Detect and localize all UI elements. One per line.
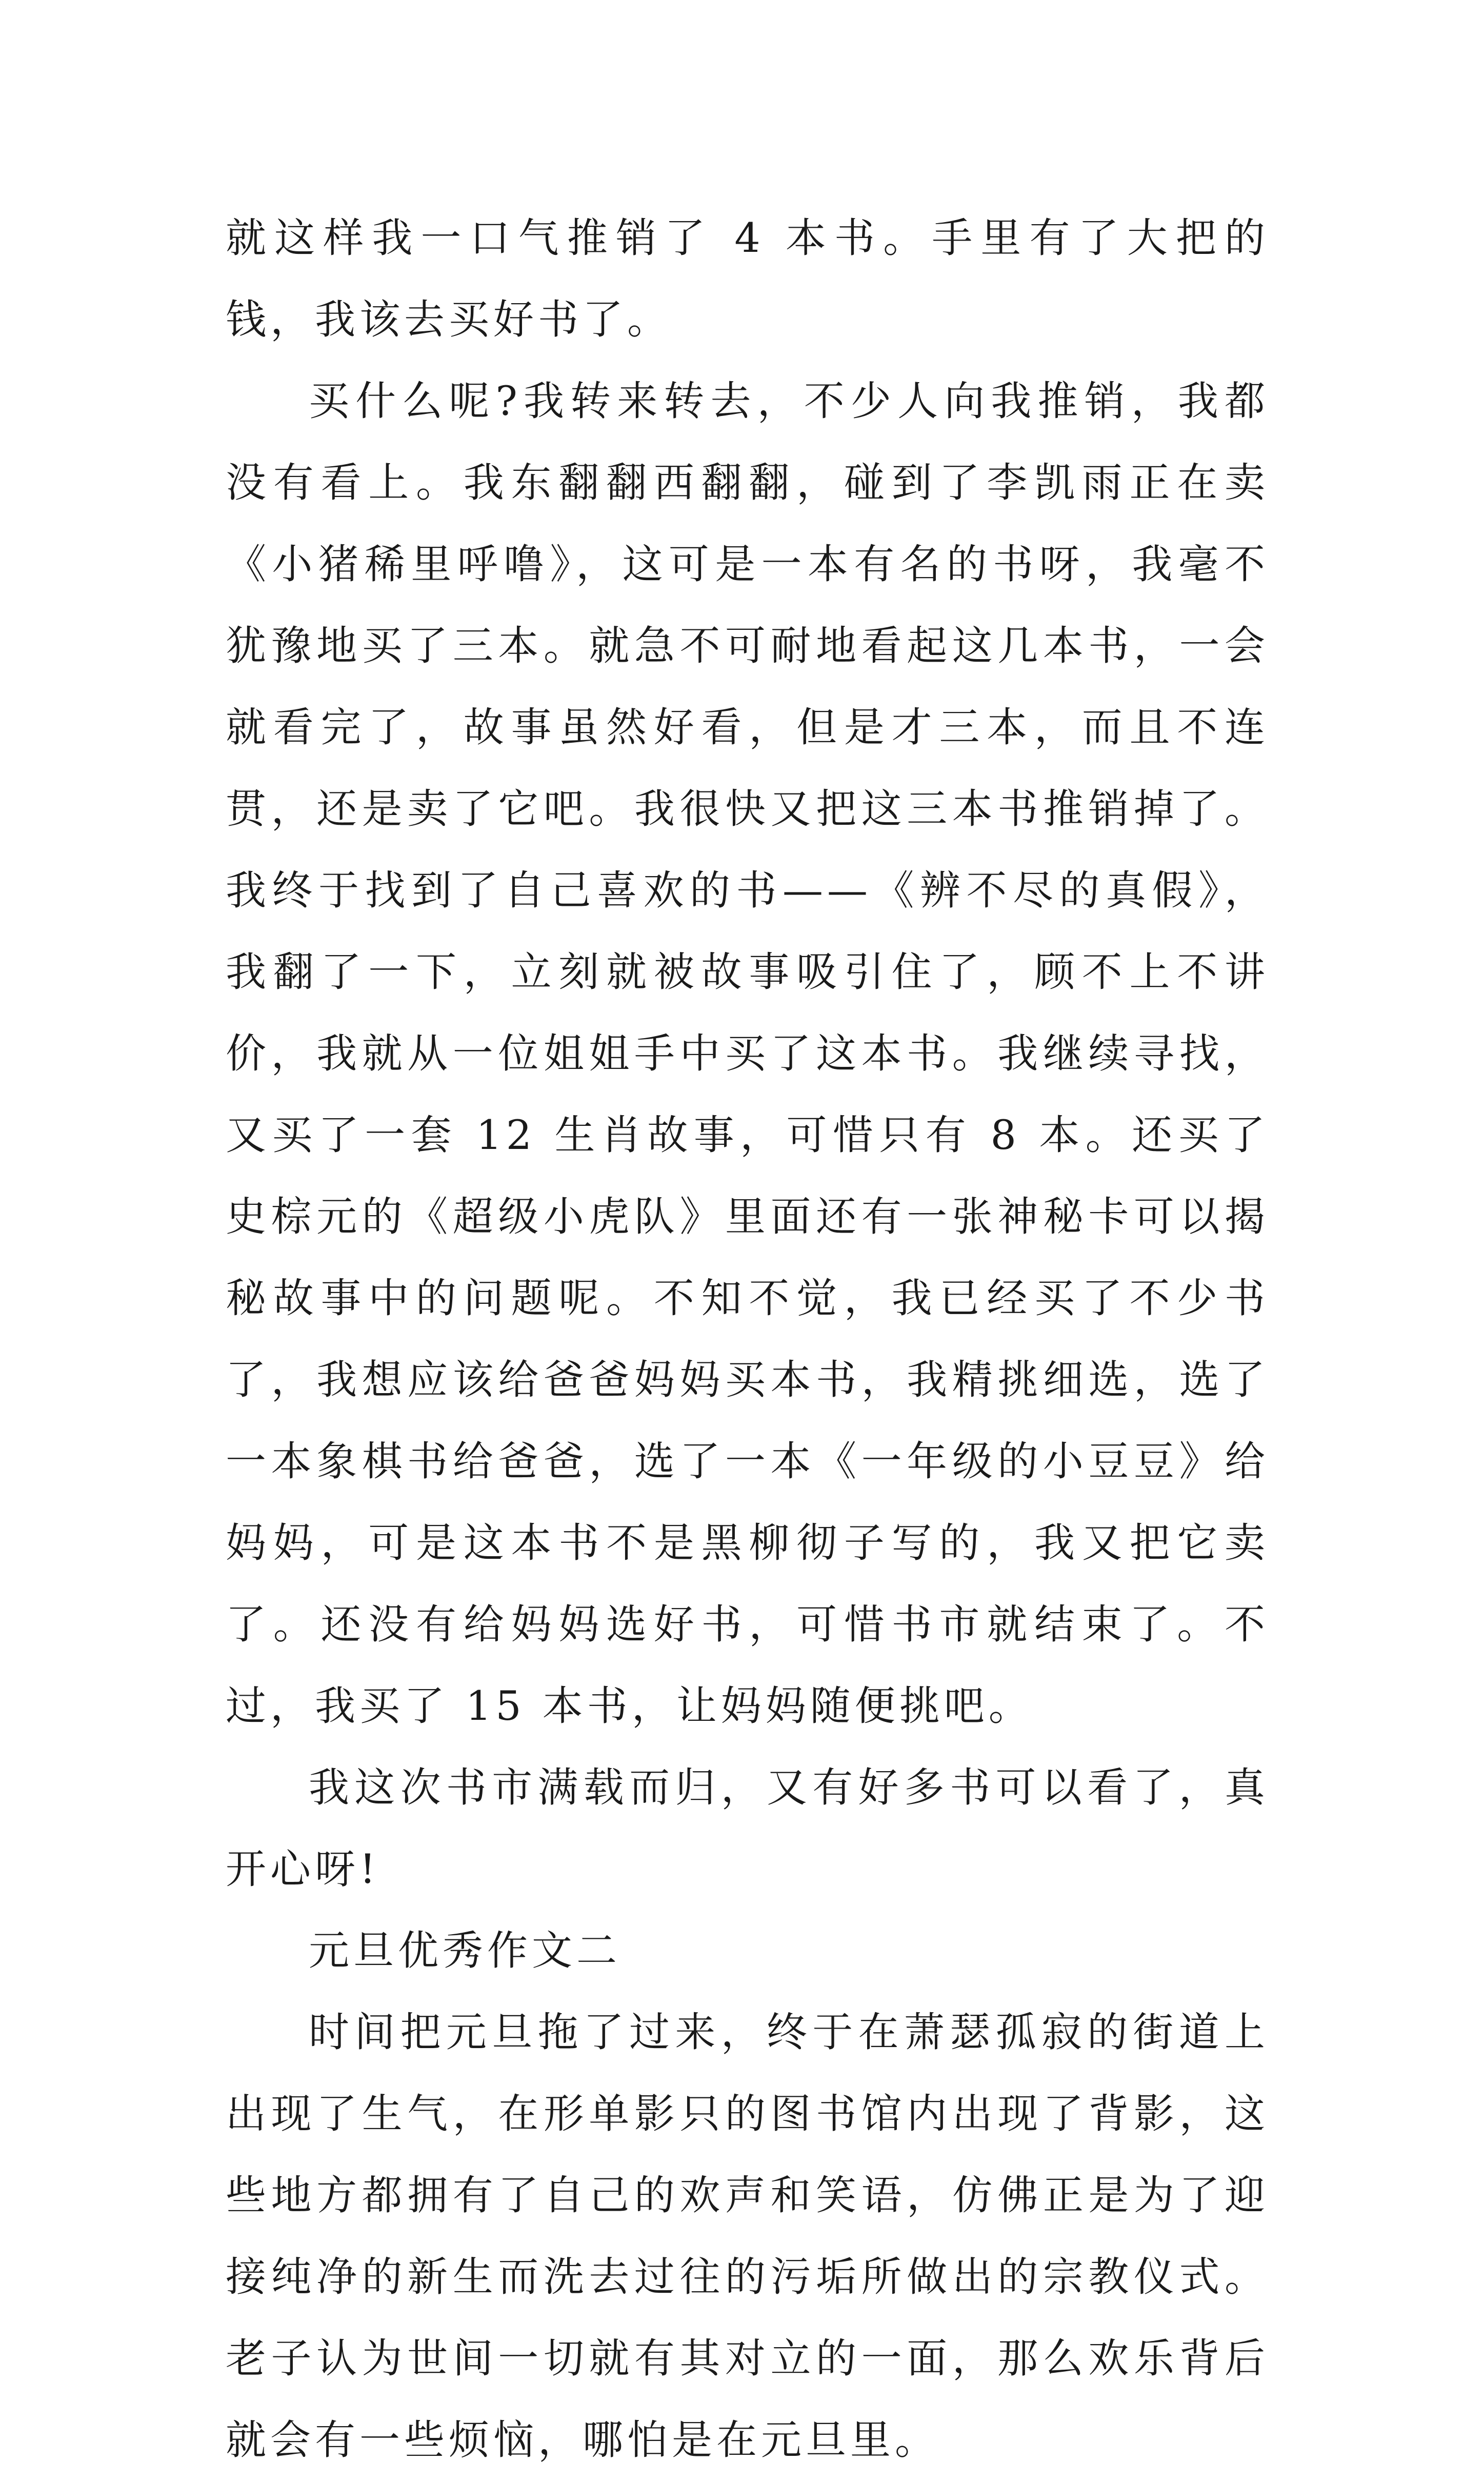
paragraph: 就这样我一口气推销了 4 本书。手里有了大把的钱，我该去买好书了。 [226,214,1269,343]
paragraph: 时间把元旦拖了过来，终于在萧瑟孤寂的街道上出现了生气，在形单影只的图书馆内出现了背影，这些地方都拥有了自己的欢声和笑语，仿佛正是为了迎接纯净的新生而洗去过往的污垢所做出的宗教仪式。老子认为世间一切就有其对立的一面，那么欢乐背后就会有一些烦恼，哪怕是在元旦里。 [226,2009,1269,2464]
document-page [226,197,1269,2481]
paragraph: 买什么呢?我转来转去，不少人向我推销，我都没有看上。我东翻翻西翻翻，碰到了李凯雨正在卖《小猪稀里呼噜》，这可是一本有名的书呀，我毫不犹豫地买了三本。就急不可耐地看起这几本书，一会就看完了，故事虽然好看，但是才三本，而且不连贯，还是卖了它吧。我很快又把这三本书推销掉了。我终于找到了自己喜欢的书——《辨不尽的真假》，我翻了一下，立刻就被故事吸引住了，顾不上不讲价，我就从一位姐姐手中买了这本书。我继续寻找，又买了一套 12 生肖故事，可惜只有 8 本。还买了史棕元的《超级小虎队》里面还有一张神秘卡可以揭秘故事中的问题呢。不知不觉，我已经买了不少书了，我想应该给爸爸妈妈买本书，我精挑细选，选了一本象棋书给爸爸，选了一本《一年级的小豆豆》给妈妈，可是这本书不是黑柳彻子写的，我又把它卖了。还没有给妈妈选好书，可惜书市就结束了。不过，我买了 15 本书，让妈妈随便挑吧。 [226,378,1269,1730]
section-heading: 元旦优秀作文二 [309,1927,621,1974]
paragraph: 我这次书市满载而归，又有好多书可以看了，真开心呀! [226,1764,1269,1893]
